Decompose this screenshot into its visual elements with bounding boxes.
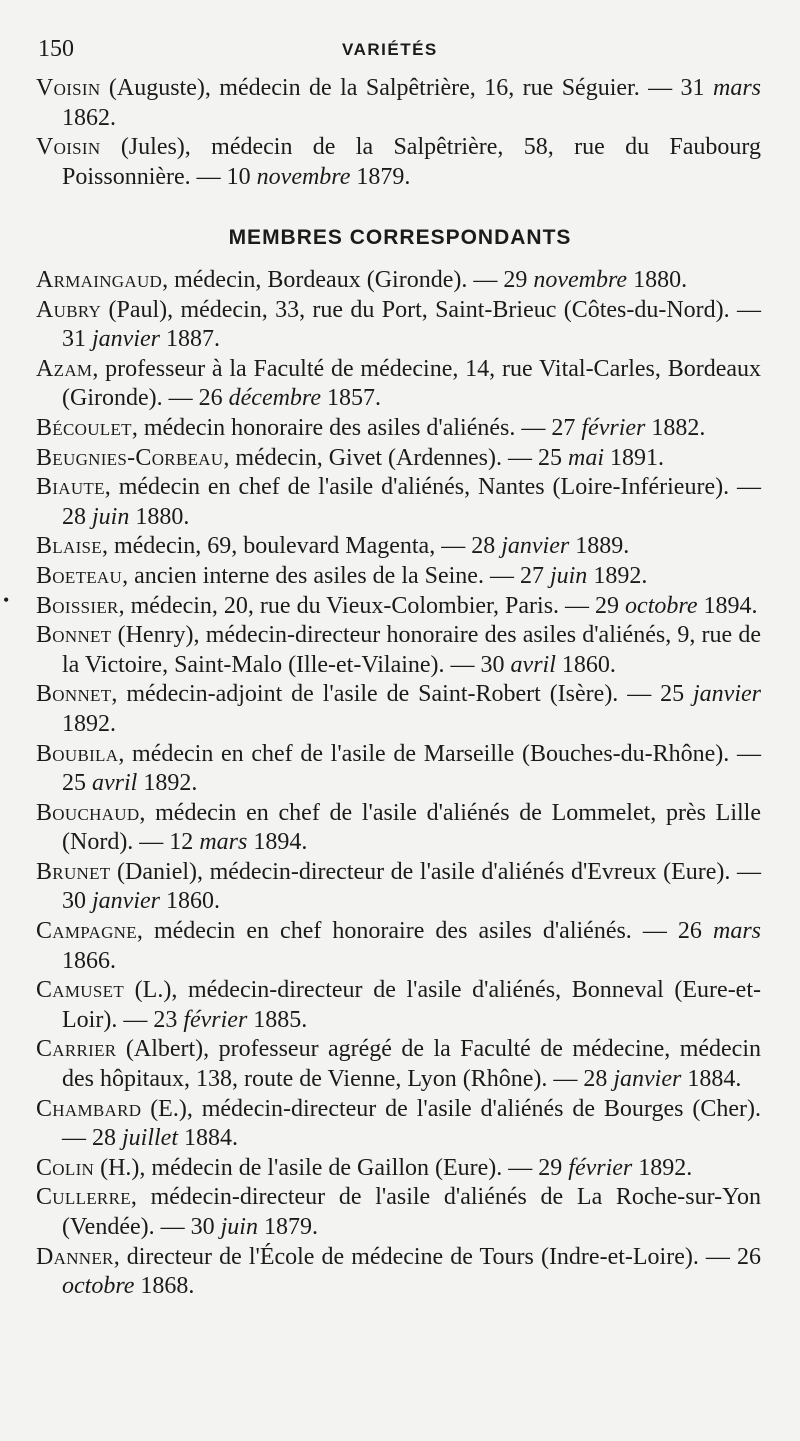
list-item <box>36 917 761 976</box>
list-item <box>36 1154 761 1184</box>
entry-month: janvier <box>92 888 160 915</box>
entry-name: Azam <box>36 355 93 382</box>
entry-month: février <box>568 1154 633 1181</box>
entry-month: octobre <box>62 1273 135 1300</box>
entry-year: 1887. <box>159 326 220 353</box>
entry-month: juillet <box>122 1125 178 1152</box>
entry-month: février <box>183 1006 248 1033</box>
entry-text: , médecin, Bordeaux (Gironde). — 29 <box>162 267 534 293</box>
entry-name: Beugnies-Corbeau <box>36 444 224 471</box>
entry-name: Chambard <box>36 1095 142 1122</box>
entry-text: , médecin, 20, rue du Vieux-Colombier, Paris. — 29 <box>118 592 626 619</box>
entry-month: janvier <box>92 326 160 353</box>
list-item <box>36 1095 761 1154</box>
entry-year: 1868. <box>134 1273 195 1300</box>
list-item <box>36 976 761 1035</box>
page-number: 150 <box>38 36 74 62</box>
entry-year: 1884. <box>681 1066 742 1093</box>
list-item <box>36 355 761 414</box>
list-item <box>36 532 761 562</box>
list-item <box>36 133 761 192</box>
entry-name: Bonnet <box>36 622 112 649</box>
list-item <box>36 473 761 532</box>
entry-name: Aubry <box>36 296 102 323</box>
top-entries <box>36 74 761 192</box>
entry-month: novembre <box>256 163 351 190</box>
list-item <box>36 266 761 296</box>
entry-text: (Henry), médecin-directeur honoraire des asiles d'aliénés, 9, rue de la Victoire, Saint-Malo (Ille-et-Vilaine). — 30 <box>62 622 761 678</box>
entry-month: novembre <box>533 267 628 293</box>
entry-text: , médecin en chef de l'asile d'aliénés, Nantes (Loire-Inférieure). — 28 <box>62 474 761 530</box>
entry-name: Campagne <box>36 918 137 945</box>
entry-year: 1880. <box>129 503 190 530</box>
entry-year: 1880. <box>627 267 688 293</box>
entry-name: Colin <box>36 1154 95 1181</box>
entry-name: Armaingaud <box>36 267 163 293</box>
entry-text: (Auguste), médecin de la Salpêtrière, 16, rue Séguier. — 31 <box>100 75 713 101</box>
entry-year: 1892. <box>62 710 116 737</box>
entry-name: Danner <box>36 1243 114 1270</box>
running-head: VARIÉTÉS <box>342 40 438 59</box>
entry-month: juin <box>92 503 130 530</box>
entry-month: avril <box>92 770 138 797</box>
entry-name: Bouchaud <box>36 799 140 826</box>
entry-text: , médecin-adjoint de l'asile de Saint-Robert (Isère). — 25 <box>111 681 694 708</box>
list-item <box>36 858 761 917</box>
entry-month: mars <box>712 75 761 101</box>
entry-text: (Albert), professeur agrégé de la Faculté de médecine, médecin des hôpitaux, 138, route de Vienne, Lyon (Rhône). — 28 <box>62 1036 761 1093</box>
entry-month: juin <box>549 562 588 589</box>
entry-year: 1879. <box>350 163 411 190</box>
entry-text: , médecin en chef honoraire des asiles d'aliénés. — 26 <box>136 918 713 945</box>
entry-year: 1884. <box>178 1125 238 1152</box>
margin-mark: • <box>3 590 10 610</box>
list-item <box>36 1183 761 1242</box>
list-item <box>36 621 761 680</box>
entry-month: mars <box>199 829 248 856</box>
entry-text: (L.), médecin-directeur de l'asile d'aliénés, Bonneval (Eure-et-Loir). — 23 <box>62 977 761 1033</box>
entry-month: mars <box>712 918 761 945</box>
list-item <box>36 1243 761 1302</box>
entry-month: janvier <box>613 1066 682 1093</box>
entry-month: juin <box>220 1214 258 1240</box>
entry-year: 1860. <box>159 888 220 915</box>
entry-year: 1891. <box>604 444 664 471</box>
entry-year: 1857. <box>321 385 382 412</box>
entry-text: , médecin-directeur de l'asile d'aliénés de La Roche-sur-Yon (Vendée). — 30 <box>62 1184 761 1240</box>
entry-month: décembre <box>228 385 322 412</box>
entry-year: 1882. <box>645 414 706 441</box>
entry-text: , directeur de l'École de médecine de Tours (Indre-et-Loire). — 26 <box>113 1243 761 1270</box>
entry-month: février <box>581 414 646 441</box>
entry-month: avril <box>510 651 556 678</box>
entry-name: Boeteau <box>36 562 123 589</box>
entry-name: Boissier <box>36 592 119 619</box>
entry-text: , médecin en chef de l'asile de Marseille (Bouches-du-Rhône). — 25 <box>62 740 761 797</box>
entry-month: mai <box>568 444 604 471</box>
list-item <box>36 414 761 444</box>
entry-name: Biaute <box>36 474 105 501</box>
list-item <box>36 1035 761 1094</box>
entry-year: 1894. <box>697 592 758 619</box>
section-title: MEMBRES CORRESPONDANTS <box>228 226 572 249</box>
page-header <box>38 36 754 68</box>
entry-name: Brunet <box>36 858 111 885</box>
entry-name: Bonnet <box>36 681 112 708</box>
entry-name: Cullerre <box>36 1184 131 1211</box>
entry-year: 1862. <box>62 104 116 131</box>
entry-year: 1894. <box>247 829 308 856</box>
entry-month: janvier <box>501 533 570 560</box>
entry-text: (Jules), médecin de la Salpêtrière, 58, rue du Faubourg Poissonnière. — 10 <box>62 134 761 190</box>
list-item <box>36 680 761 739</box>
entry-text: , médecin, Givet (Ardennes). — 25 <box>223 444 568 471</box>
entry-text: (Paul), médecin, 33, rue du Port, Saint-Brieuc (Côtes-du-Nord). — 31 <box>62 296 761 353</box>
entry-name: Carrier <box>36 1036 117 1063</box>
entry-text: , médecin, 69, boulevard Magenta, — 28 <box>101 533 502 560</box>
entry-text: , médecin en chef de l'asile d'aliénés de Lommelet, près Lille (Nord). — 12 <box>62 799 761 856</box>
entry-year: 1892. <box>137 770 198 797</box>
entry-name: Boubila <box>36 740 119 767</box>
list-item <box>36 444 761 474</box>
entry-year: 1860. <box>555 651 616 678</box>
list-item <box>36 592 761 622</box>
entry-text: , médecin honoraire des asiles d'aliénés. — 27 <box>131 414 582 441</box>
list-item <box>36 296 761 355</box>
entry-year: 1889. <box>569 533 630 560</box>
correspondent-list <box>36 266 761 1302</box>
entry-year: 1892. <box>587 562 648 589</box>
entry-month: octobre <box>625 592 698 619</box>
list-item <box>36 74 761 133</box>
entry-text: (H.), médecin de l'asile de Gaillon (Eure). — 29 <box>94 1154 569 1181</box>
entry-name: Voisin <box>36 75 101 101</box>
entry-name: Camuset <box>36 977 125 1004</box>
entry-text: (Daniel), médecin-directeur de l'asile d'aliénés d'Evreux (Eure). — 30 <box>62 858 761 915</box>
entry-text: (E.), médecin-directeur de l'asile d'aliénés de Bourges (Cher). — 28 <box>62 1095 761 1152</box>
entry-year: 1866. <box>62 947 116 974</box>
list-item <box>36 562 761 592</box>
list-item <box>36 740 761 799</box>
entry-name: Bécoulet <box>36 414 132 441</box>
entry-text: , professeur à la Faculté de médecine, 14, rue Vital-Carles, Bordeaux (Gironde). — 26 <box>62 355 761 412</box>
entry-year: 1892. <box>632 1154 693 1181</box>
entry-name: Voisin <box>36 134 101 161</box>
entry-text: , ancien interne des asiles de la Seine. — 27 <box>122 562 550 589</box>
entry-month: janvier <box>693 681 761 708</box>
entry-year: 1885. <box>247 1006 308 1033</box>
entry-year: 1879. <box>257 1214 318 1240</box>
entry-name: Blaise <box>36 533 102 560</box>
list-item <box>36 799 761 858</box>
